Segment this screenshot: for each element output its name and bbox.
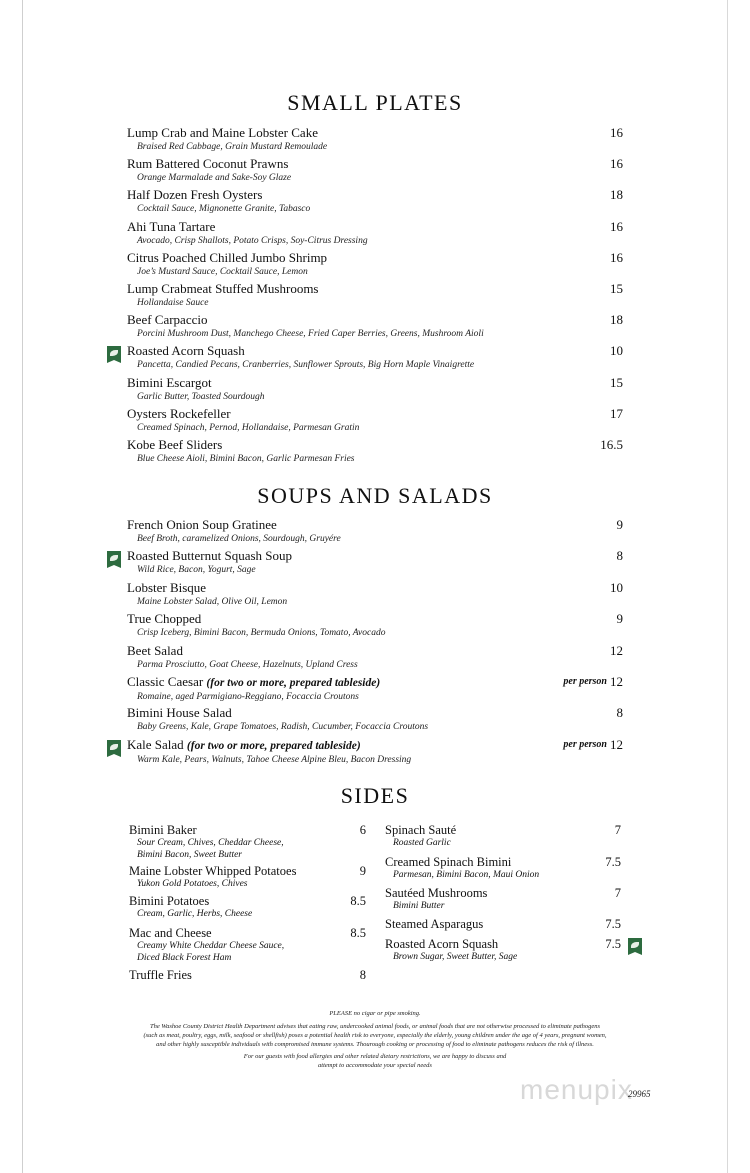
list-item: [127, 281, 623, 312]
item-description: Cream, Garlic, Herbs, Cheese: [137, 909, 253, 919]
item-name: Bimini Baker: [129, 823, 197, 837]
item-name: Maine Lobster Whipped Potatoes: [129, 864, 297, 878]
allergy-notice-line2: attempt to accommodate your special needs: [318, 1062, 432, 1069]
item-price: 18: [610, 187, 623, 203]
item-description: Pancetta, Candied Pecans, Cranberries, Sunflower Sprouts, Big Horn Maple Vinaigrette: [137, 360, 475, 371]
item-name: Roasted Acorn Squash: [127, 343, 245, 359]
list-item: [127, 250, 623, 281]
item-description: Romaine, aged Parmigiano-Reggiano, Focaccia Croutons: [137, 691, 359, 702]
item-price: 7: [614, 886, 621, 900]
item-description: Baby Greens, Kale, Grape Tomatoes, Radish, Cucumber, Focaccia Croutons: [137, 722, 429, 733]
leaf-icon: [107, 346, 121, 363]
item-name: Citrus Poached Chilled Jumbo Shrimp: [127, 249, 328, 265]
item-description: Creamy White Cheddar Cheese Sauce,: [137, 941, 285, 951]
item-description: Sour Cream, Chives, Cheddar Cheese,: [137, 838, 284, 848]
item-description: Cocktail Sauce, Mignonette Granite, Tabasco: [137, 204, 311, 215]
list-item: [127, 705, 623, 736]
item-note: (for two or more, prepared tableside): [206, 676, 381, 689]
item-name: Lump Crabmeat Stuffed Mushrooms: [127, 280, 319, 296]
item-price: 16: [610, 125, 623, 140]
item-name: Ahi Tuna Tartare: [127, 218, 216, 234]
item-name: Beef Carpaccio: [127, 312, 208, 328]
item-price: 12: [610, 673, 623, 689]
item-note: (for two or more, prepared tableside): [186, 739, 361, 752]
item-name: Beet Salad: [127, 642, 183, 658]
item-description: Bimini Butter: [393, 901, 445, 911]
menu-code: 29965: [628, 1089, 651, 1099]
small-plates-title: SMALL PLATES: [287, 90, 463, 115]
item-name: True Chopped: [127, 611, 202, 627]
item-name-row: [127, 674, 623, 691]
item-price: 9: [616, 517, 623, 532]
item-price: 7.5: [605, 937, 621, 951]
list-item: [127, 517, 623, 548]
list-item: [127, 643, 623, 674]
item-price: 16.5: [600, 436, 623, 452]
leaf-icon: [107, 551, 121, 568]
health-notice-line1: The Washoe County District Health Department advises that eating raw, undercooked animal foods, or animal foods that are not otherwise processed to eliminate pathogens: [149, 1023, 601, 1030]
item-name: Lump Crab and Maine Lobster Cake: [127, 125, 318, 140]
item-name: Rum Battered Coconut Prawns: [127, 156, 289, 172]
item-description: Maine Lobster Salad, Olive Oil, Lemon: [137, 596, 288, 607]
leaf-icon: [628, 938, 642, 955]
item-name: Sautéed Mushrooms: [385, 886, 488, 900]
sides-title: SIDES: [340, 783, 410, 808]
page-edge-left: [22, 0, 23, 1173]
smoking-notice: PLEASE no cigar or pipe smoking.: [329, 1010, 421, 1017]
item-price: 6: [359, 823, 366, 837]
list-item: [127, 580, 623, 611]
item-description: Brown Sugar, Sweet Butter, Sage: [393, 952, 518, 962]
item-description: Porcini Mushroom Dust, Manchego Cheese, Fried Caper Berries, Greens, Mushroom Aioli: [137, 329, 484, 340]
sides-right-column: [385, 823, 621, 967]
item-description: Crisp Iceberg, Bimini Bacon, Bermuda Onions, Tomato, Avocado: [137, 628, 386, 639]
list-item: [129, 968, 366, 988]
item-description: Braised Red Cabbage, Grain Mustard Remoulade: [137, 142, 328, 152]
item-price: 9: [359, 864, 366, 878]
list-item: [127, 406, 623, 437]
list-item: [127, 156, 623, 187]
item-name: Steamed Asparagus: [385, 917, 484, 931]
item-name: Classic Caesar: [127, 673, 204, 689]
list-item: [129, 864, 366, 894]
item-price: 16: [610, 156, 623, 172]
item-name: Mac and Cheese: [129, 926, 212, 940]
item-price: 16: [610, 218, 623, 234]
item-description: Joe’s Mustard Sauce, Cocktail Sauce, Lemon: [137, 266, 308, 277]
list-item: [385, 855, 621, 886]
list-item: [127, 611, 623, 642]
per-person-label: per person: [563, 738, 607, 750]
list-item: [385, 886, 621, 917]
list-item: [127, 187, 623, 218]
item-price: 7.5: [605, 917, 621, 931]
list-item: [385, 937, 621, 967]
list-item: [129, 894, 366, 926]
item-price: 9: [616, 611, 623, 627]
item-name: Spinach Sauté: [385, 823, 457, 837]
item-description-line2: Bimini Bacon, Sweet Butter: [137, 849, 243, 860]
item-name: Kale Salad: [127, 736, 184, 752]
item-name: Kobe Beef Sliders: [127, 436, 223, 452]
list-item: [127, 674, 623, 705]
item-description: Warm Kale, Pears, Walnuts, Tahoe Cheese Alpine Bleu, Bacon Dressing: [137, 754, 412, 765]
list-item: [127, 437, 623, 468]
item-price: 7.5: [605, 855, 621, 869]
item-description: Beef Broth, caramelized Onions, Sourdough, Gruyére: [137, 534, 341, 544]
item-price: 8.5: [350, 926, 366, 940]
item-description: Parmesan, Bimini Bacon, Maui Onion: [393, 870, 540, 880]
item-name: Truffle Fries: [129, 968, 192, 982]
health-notice-line3: and other highly susceptible individuals with compromised immune systems. Thourough cooking or processing of food to eliminate pathogens reduces the risk of illness.: [156, 1041, 594, 1048]
item-price: 17: [610, 405, 623, 421]
list-item: [385, 917, 621, 937]
list-item: [127, 343, 623, 374]
item-price: 8: [359, 968, 366, 982]
item-name-row: [127, 737, 623, 754]
list-item: [127, 375, 623, 406]
item-price: 15: [610, 374, 623, 390]
item-name: Oysters Rockefeller: [127, 405, 231, 421]
leaf-icon: [107, 740, 121, 757]
health-notice-line2: (such as meat, poultry, eggs, milk, seafood or shellfish) poses a potential health risk to everyone, especially the elderly, young children under the age of 4 years, pregnant women,: [143, 1032, 607, 1039]
per-person-label: per person: [563, 675, 607, 687]
item-description: Orange Marmalade and Sake-Soy Glaze: [137, 173, 292, 184]
item-price: 12: [610, 736, 623, 752]
sides-left-column: [129, 823, 366, 988]
item-price: 10: [610, 343, 623, 359]
item-name: Roasted Acorn Squash: [385, 937, 499, 951]
item-price: 8.5: [350, 894, 366, 908]
item-description-line2: Diced Black Forest Ham: [137, 952, 232, 963]
item-description: Garlic Butter, Toasted Sourdough: [137, 391, 265, 402]
item-price: 12: [610, 642, 623, 658]
list-item: [127, 219, 623, 250]
item-price: 8: [616, 548, 623, 564]
small-plates-list: [127, 125, 623, 468]
item-name: Bimini Potatoes: [129, 894, 210, 908]
item-price: 16: [610, 249, 623, 265]
item-price: 8: [616, 705, 623, 721]
item-description: Parma Prosciutto, Goat Cheese, Hazelnuts, Upland Cress: [137, 659, 358, 670]
list-item: [127, 312, 623, 343]
footer-notes: [120, 1009, 630, 1070]
allergy-notice-line1: For our guests with food allergies and other related dietary restrictions, we are happy to discuss and: [243, 1053, 507, 1060]
page-edge-right: [727, 0, 728, 1173]
list-item: [129, 823, 366, 864]
list-item: [385, 823, 621, 855]
item-description: Hollandaise Sauce: [137, 297, 209, 308]
item-name: Bimini House Salad: [127, 705, 232, 721]
list-item: [127, 737, 623, 768]
item-description: Yukon Gold Potatoes, Chives: [137, 879, 248, 889]
item-description: Blue Cheese Aioli, Bimini Bacon, Garlic Parmesan Fries: [137, 453, 355, 464]
list-item: [127, 125, 623, 156]
soups-salads-list: [127, 517, 623, 768]
item-price: 7: [614, 823, 621, 837]
item-price: 15: [610, 280, 623, 296]
item-description: Wild Rice, Bacon, Yogurt, Sage: [137, 565, 256, 576]
list-item: [127, 548, 623, 579]
item-description: Avocado, Crisp Shallots, Potato Crisps, Soy-Citrus Dressing: [137, 235, 368, 246]
item-name: French Onion Soup Gratinee: [127, 517, 277, 532]
item-description: Creamed Spinach, Pernod, Hollandaise, Parmesan Gratin: [137, 422, 360, 433]
item-name: Roasted Butternut Squash Soup: [127, 548, 293, 564]
list-item: [129, 926, 366, 968]
soups-salads-title: SOUPS AND SALADS: [257, 483, 493, 508]
item-price: 10: [610, 579, 623, 595]
item-name: Half Dozen Fresh Oysters: [127, 187, 263, 203]
item-description: Roasted Garlic: [393, 838, 451, 848]
item-name: Bimini Escargot: [127, 374, 212, 390]
menupix-watermark: menupix: [520, 1074, 633, 1105]
item-name: Lobster Bisque: [127, 579, 207, 595]
item-name: Creamed Spinach Bimini: [385, 855, 512, 869]
item-price: 18: [610, 312, 623, 328]
